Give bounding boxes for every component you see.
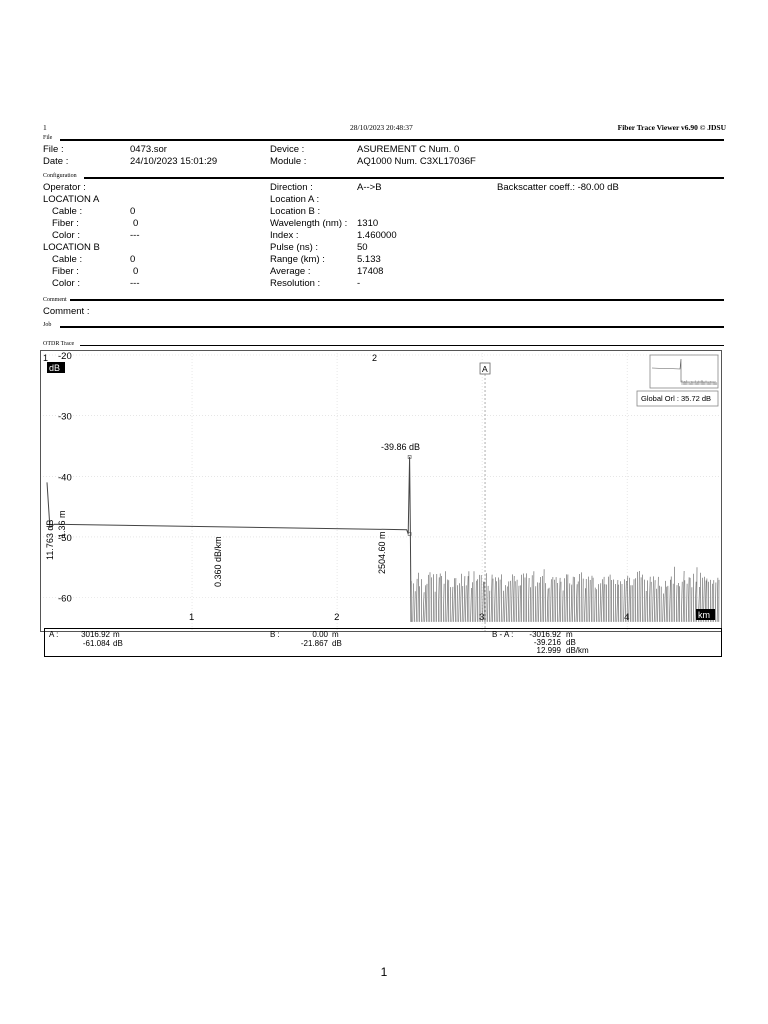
range-label: Range (km) : [270,254,325,265]
fiber-b-row [43,266,723,278]
cursor-b-db-unit: dB [332,639,342,648]
cursor-ba-db-unit: dB [566,638,576,647]
color-a-row [43,230,723,242]
color-b-value: --- [130,278,140,289]
backscatter-coeff: Backscatter coeff.: -80.00 dB [497,182,619,193]
y-tick-label: -20 [58,351,72,362]
wavelength-value: 1310 [357,218,379,229]
start-loss-label: 11.763 dB [45,519,55,560]
pulse-value: 50 [357,242,368,253]
index-label: Index : [270,230,299,241]
fiber-b-value: 0 [133,266,139,277]
direction-label: Direction : [270,182,313,193]
cursor-ba-distance-unit: m [566,630,573,639]
cursor-a-distance: 3016.92 [81,630,110,639]
global-orl-label: Global Orl : 35.72 dB [641,394,712,403]
section-job-label: Job [43,322,52,328]
module-label: Module : [270,156,307,167]
date-label: Date : [43,156,69,167]
x-tick-label: 4 [624,612,630,623]
x-tick-label: 1 [189,612,195,623]
cursor-a-db: -61.084 [82,639,110,648]
direction-value: A-->B [357,182,382,193]
cable-b-row [43,254,723,266]
cursor-ba-slope: 12.999 [536,646,561,655]
cable-a-row [43,206,723,218]
location-b-heading: LOCATION B [43,242,100,253]
device-label: Device : [270,144,305,155]
overview-inset[interactable] [650,355,718,388]
page-number: 1 [380,965,388,979]
cursor-a-label: A [482,364,488,374]
module-value: AQ1000 Num. C3XL17036F [357,156,476,167]
section-file-label: File [43,135,53,141]
color-b-row [43,278,723,290]
fiber-a-label: Fiber : [52,218,79,229]
file-value: 0473.sor [130,144,167,155]
fiber-b-label: Fiber : [52,266,79,277]
file-label: File : [43,144,64,155]
cable-b-value: 0 [130,254,136,265]
section-divider [84,177,724,179]
date-row [43,156,723,168]
operator-row [43,182,723,194]
y-tick-label: -60 [58,593,72,605]
cursor-b-db: -21.867 [300,639,328,648]
location-a-label: Location A : [270,194,320,205]
comment-row [43,306,723,318]
cursor-table [44,628,722,657]
start-marker: 1 [43,353,49,363]
cable-b-label: Cable : [52,254,83,265]
chart-frame [41,351,722,632]
device-value: ASUREMENT C Num. 0 [357,144,460,155]
section-divider [43,299,724,301]
x-tick-label: 3 [479,612,485,623]
average-value: 17408 [357,266,384,277]
page-index: 1 [43,123,47,132]
cursor-ba-distance: -3016.92 [529,630,561,639]
resolution-value: - [357,278,361,289]
range-value: 5.133 [357,254,381,265]
file-row [43,144,723,156]
color-a-label: Color : [52,230,80,241]
date-value: 24/10/2023 15:01:29 [130,156,218,167]
section-otdr-label: OTDR Trace [43,341,75,347]
section-divider [60,326,724,328]
x-tick-label: 2 [334,612,340,623]
fiber-a-value: 0 [133,218,139,229]
location-a-heading: LOCATION A [43,194,100,205]
otdr-trace-chart[interactable] [40,350,722,632]
y-tick-label: -40 [58,472,72,484]
y-tick-label: -30 [58,411,72,423]
section-configuration-label: Configuration [43,173,77,179]
cursor-b-label-text: B : [270,630,280,639]
cursor-ba-label-text: B - A : [492,630,514,639]
y-tick-label: -50 [58,532,72,544]
color-a-value: --- [130,230,140,241]
comment-label: Comment : [43,306,90,317]
cursor-a-db-unit: dB [113,639,123,648]
cursor-ba-db: -39.216 [533,638,561,647]
start-distance-label: 1.36 m [57,510,67,538]
event-marker: 2 [372,353,378,363]
app-title: Fiber Trace Viewer v6.90 © JDSU [617,123,726,132]
section-divider [80,345,724,346]
cursor-a-distance-unit: m [113,630,120,639]
resolution-label: Resolution : [270,278,321,289]
wavelength-label: Wavelength (nm) : [270,218,348,229]
cursor-b-distance: 0.00 [312,630,328,639]
average-label: Average : [270,266,311,277]
cable-a-label: Cable : [52,206,83,217]
location-b-label: Location B : [270,206,321,217]
cursor-ba-slope-unit: dB/km [566,646,589,655]
operator-label: Operator : [43,182,86,193]
cable-a-value: 0 [130,206,136,217]
index-value: 1.460000 [357,230,397,241]
ylabel: dB [49,363,61,373]
print-datetime: 28/10/2023 20:48:37 [350,123,413,132]
event-peak-label: -39.86 dB [381,442,421,452]
event-distance-label: 2504.60 m [377,531,387,574]
section-divider [60,139,724,141]
section-comment-label: Comment [43,297,70,303]
cursor-b-distance-unit: m [332,630,339,639]
location-a-row [43,194,723,206]
cursor-a-label-text: A : [49,630,59,639]
slope-label: 0.360 dB/km [213,536,223,587]
xlabel: km [698,610,710,620]
pulse-label: Pulse (ns) : [270,242,319,253]
location-b-row [43,242,723,254]
color-b-label: Color : [52,278,80,289]
fiber-a-row [43,218,723,230]
